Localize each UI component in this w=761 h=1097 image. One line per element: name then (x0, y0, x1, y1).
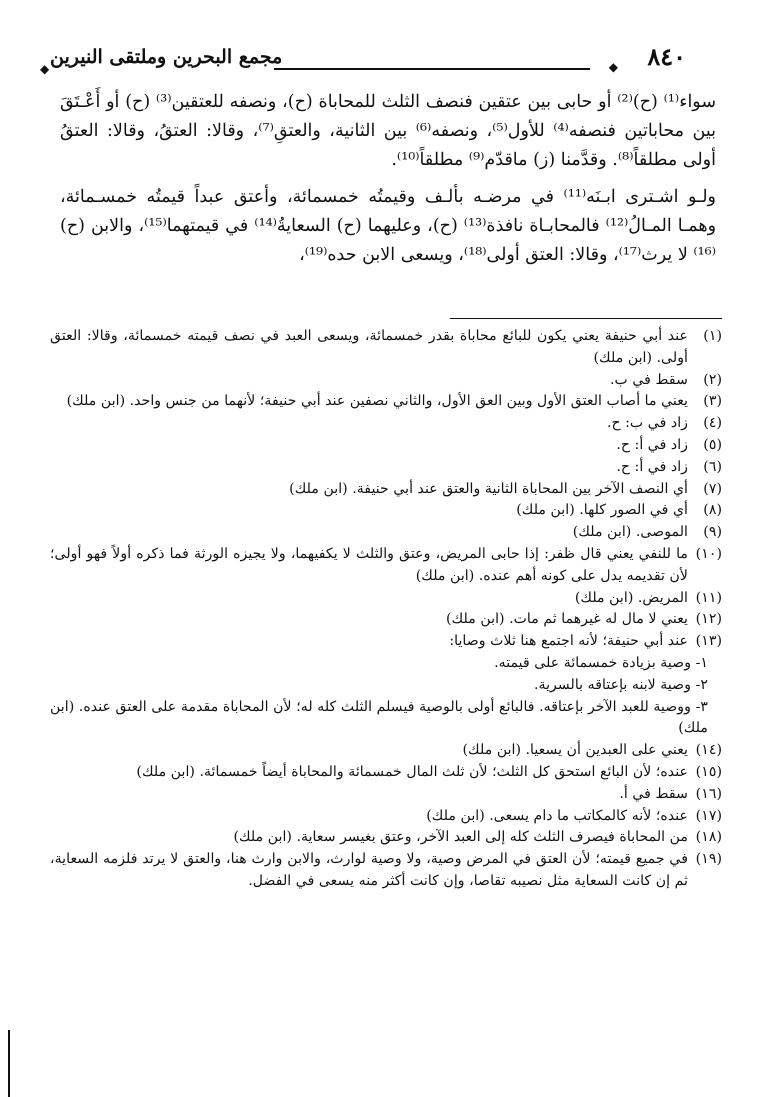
footnote-number: (١٦) (695, 785, 722, 802)
footnote (50, 500, 722, 522)
footnote (50, 588, 722, 610)
footnote-text: في جميع قيمته؛ لأن العتق في المرض وصية، ولا وصية لوارث، والابن وارث هنا، والعتق لا يرتد فلزمه السعاية، ثم إن كانت السعاية مثل نصيبه تقاصا، وإن كانت أكثر منه يسعى في الفضل. (50, 851, 688, 889)
scan-margin-line (8, 1030, 10, 1097)
main-paragraph-2: ولـو اشـترى ابـنَه⁽¹¹⁾ في مرضـه بألـف وقيمتُه خمسمائة، وأعتق عبداً قيمتُه خمسـمائة، وهمـا المـالُ⁽¹²⁾ فالمحابـاة نافذة⁽¹³⁾ (ح)، وعليهما (ح) السعايةُ⁽¹⁴⁾ في قيمتهما⁽¹⁵⁾، والابن (ح)⁽¹⁶⁾ لا يرث⁽¹⁷⁾، وقالا: العتق أولى⁽¹⁸⁾، ويسعى الابن حده⁽¹⁹⁾، (60, 187, 717, 265)
book-title: مجمع البحرين وملتقى النيرين (50, 46, 283, 68)
footnote-text: يعني لا مال له غيرهما ثم مات. (ابن ملك) (446, 611, 688, 628)
footnote (50, 827, 722, 849)
footnote (50, 326, 722, 370)
footnote-text: عنده؛ لأن البائع استحق كل الثلث؛ لأن ثلث المال خمسمائة والمحاباة أيضاً خمسمائة. (ابن ملك) (136, 763, 688, 780)
footnote (50, 457, 722, 479)
footnote-text: الموصى. (ابن ملك) (572, 524, 688, 541)
footnote-number: (٥) (703, 436, 722, 453)
footnote (50, 479, 722, 501)
footnote-text: عنده؛ لأنه كالمكاتب ما دام يسعى. (ابن ملك) (426, 807, 688, 824)
footnote-number: (١٩) (695, 851, 722, 868)
footnote-text: ١- وصية بزيادة خمسمائة على قيمته. (494, 654, 708, 671)
footnote (50, 391, 722, 413)
diamond-ornament-right-icon: ◆ (608, 60, 618, 74)
footnote-number: (٦) (703, 458, 722, 475)
footnote-text: زاد في أ: ح. (616, 458, 688, 475)
footnote-text: عند أبي حنيفة يعني يكون للبائع محاباة بقدر خمسمائة، ويسعى العبد في نصف قيمته خمسمائة، وقالا: العتق أولى. (ابن ملك) (50, 328, 688, 366)
footnote-number: (١٧) (695, 807, 722, 824)
footnote (50, 849, 722, 893)
footnote-number: (٧) (703, 480, 722, 497)
footnote-number: (١١) (695, 589, 722, 606)
main-text (60, 88, 716, 278)
footnote (50, 609, 722, 631)
footnote-separator (450, 318, 722, 319)
footnote-text: المريض. (ابن ملك) (574, 589, 688, 606)
page-number: ٨٤٠ (647, 42, 686, 71)
footnote (50, 631, 722, 653)
footnote-subitem (50, 697, 722, 741)
footnote-text: من المحاباة فيصرف الثلث كله إلى العبد الآخر، وعتق بغيسر سعاية. (ابن ملك) (233, 829, 688, 846)
footnote-number: (٤) (703, 415, 722, 432)
footnote-number: (١) (703, 328, 722, 344)
footnote-text: زاد في أ: ح. (616, 436, 688, 453)
footnote-text: زاد في ب: ح. (606, 415, 688, 432)
diamond-ornament-left-icon: ◆ (40, 62, 50, 76)
footnote-number: (١٨) (695, 829, 722, 846)
footnote-number: (١٤) (695, 742, 722, 759)
footnote-number: (٩) (703, 524, 722, 541)
footnote-number: (٨) (703, 502, 722, 519)
footnote-subitem (50, 675, 722, 697)
footnote-number: (٢) (703, 371, 722, 388)
footnote (50, 740, 722, 762)
footnote (50, 762, 722, 784)
footnote-text: أي النصف الآخر بين المحاباة الثانية والعتق عند أبي حنيفة. (ابن ملك) (289, 480, 688, 497)
header-rule (274, 68, 590, 70)
footnote (50, 522, 722, 544)
main-paragraph-1: سواء⁽¹⁾ (ح)⁽²⁾ أو حابى بين عتقين فنصف الثلث للمحاباة (ح)، ونصفه للعتقين⁽³⁾ (ح) أو أَعْـتَقَ بين محاباتين فنصفه⁽⁴⁾ للأول⁽⁵⁾، ونصفه⁽⁶⁾ بين الثانية، والعتقِ⁽⁷⁾، وقالا: العتقُ، وقالا: العتقُ أولى مطلقاً⁽⁸⁾. وقدَّمنا (ز) ماقدّم⁽⁹⁾ مطلقاً⁽¹⁰⁾. (60, 92, 717, 170)
footnote (50, 413, 722, 435)
footnote-number: (١٢) (695, 611, 722, 628)
footnote-text: ٣- ووصية للعبد الآخر بإعتاقه. فالبائع أولى بالوصية فيسلم الثلث كله له؛ لأن المحاباة مقدمة على العتق عنده. (ابن ملك) (50, 698, 708, 737)
footnote (50, 435, 722, 457)
footnote-text: ما للنفي يعني قال ظفر: إذا حابى المريض، وعتق والثلث لا يكفيهما، ولا يجيزه الورثة فما ذكره أولاً فهو أولى؛ لأن تقديمه يدل على كونه أهم عنده. (ابن ملك) (50, 545, 688, 584)
footnote (50, 784, 722, 806)
footnotes (50, 326, 722, 893)
footnote-number: (١٥) (695, 763, 722, 780)
footnote-subitem (50, 653, 722, 675)
footnote-number: (١٣) (695, 633, 722, 650)
footnote (50, 544, 722, 588)
footnote-number: (١٠) (695, 545, 722, 562)
footnote-text: يعني على العبدين أن يسعيا. (ابن ملك) (462, 742, 688, 759)
footnote-text: يعني ما أصاب العتق الأول وبين العق الأول، والثاني نصفين عند أبي حنيفة؛ لأنهما من جنس واحد. (ابن ملك) (66, 393, 688, 410)
footnote (50, 806, 722, 828)
footnote-text: سقط في أ. (619, 785, 688, 802)
footnote-text: أي في الصور كلها. (ابن ملك) (516, 502, 688, 519)
footnote-text: سقط في ب. (609, 371, 688, 388)
footnote-number: (٣) (703, 393, 722, 410)
running-header (40, 40, 730, 80)
footnote (50, 370, 722, 392)
footnote-text: ٢- وصية لابنه بإعتاقه بالسرية. (533, 676, 708, 693)
footnote-text: عند أبي حنيفة؛ لأنه اجتمع هنا ثلاث وصايا: (449, 633, 688, 650)
